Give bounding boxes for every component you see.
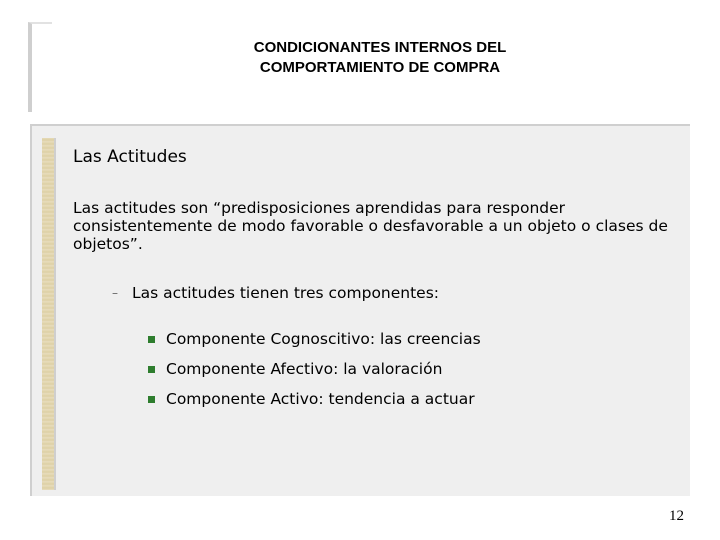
bullet-term: Componente Afectivo	[166, 360, 334, 378]
content-panel	[30, 124, 690, 496]
dash-bullet-icon: –	[112, 286, 118, 300]
bullet-text	[166, 360, 442, 378]
bullet-term: Componente Activo	[166, 390, 319, 408]
bullet-text	[166, 330, 481, 348]
square-bullet-icon	[148, 366, 155, 373]
decorative-stripe	[42, 138, 56, 490]
page-number: 12	[669, 508, 684, 524]
title-frame	[28, 22, 52, 112]
square-bullet-icon	[148, 396, 155, 403]
bullet-text	[166, 390, 475, 408]
bullet-detail: : la valoración	[333, 360, 443, 378]
title-line-2: COMPORTAMIENTO DE COMPRA	[259, 59, 501, 76]
sub-point-text: Las actitudes tienen tres componentes:	[132, 284, 440, 302]
bullet-detail: : las creencias	[369, 330, 481, 348]
square-bullet-icon	[148, 336, 155, 343]
title-line-1: CONDICIONANTES INTERNOS DEL	[253, 39, 507, 56]
definition-paragraph: Las actitudes son “predisposiciones aprendidas para responder consistentemente de modo favorable o desfavorable a un objeto o clases de objetos”.	[73, 199, 668, 253]
bullet-term: Componente Cognoscitivo	[166, 330, 370, 348]
bullet-detail: : tendencia a actuar	[318, 390, 475, 408]
slide-title	[150, 38, 610, 78]
section-heading: Las Actitudes	[73, 147, 187, 167]
